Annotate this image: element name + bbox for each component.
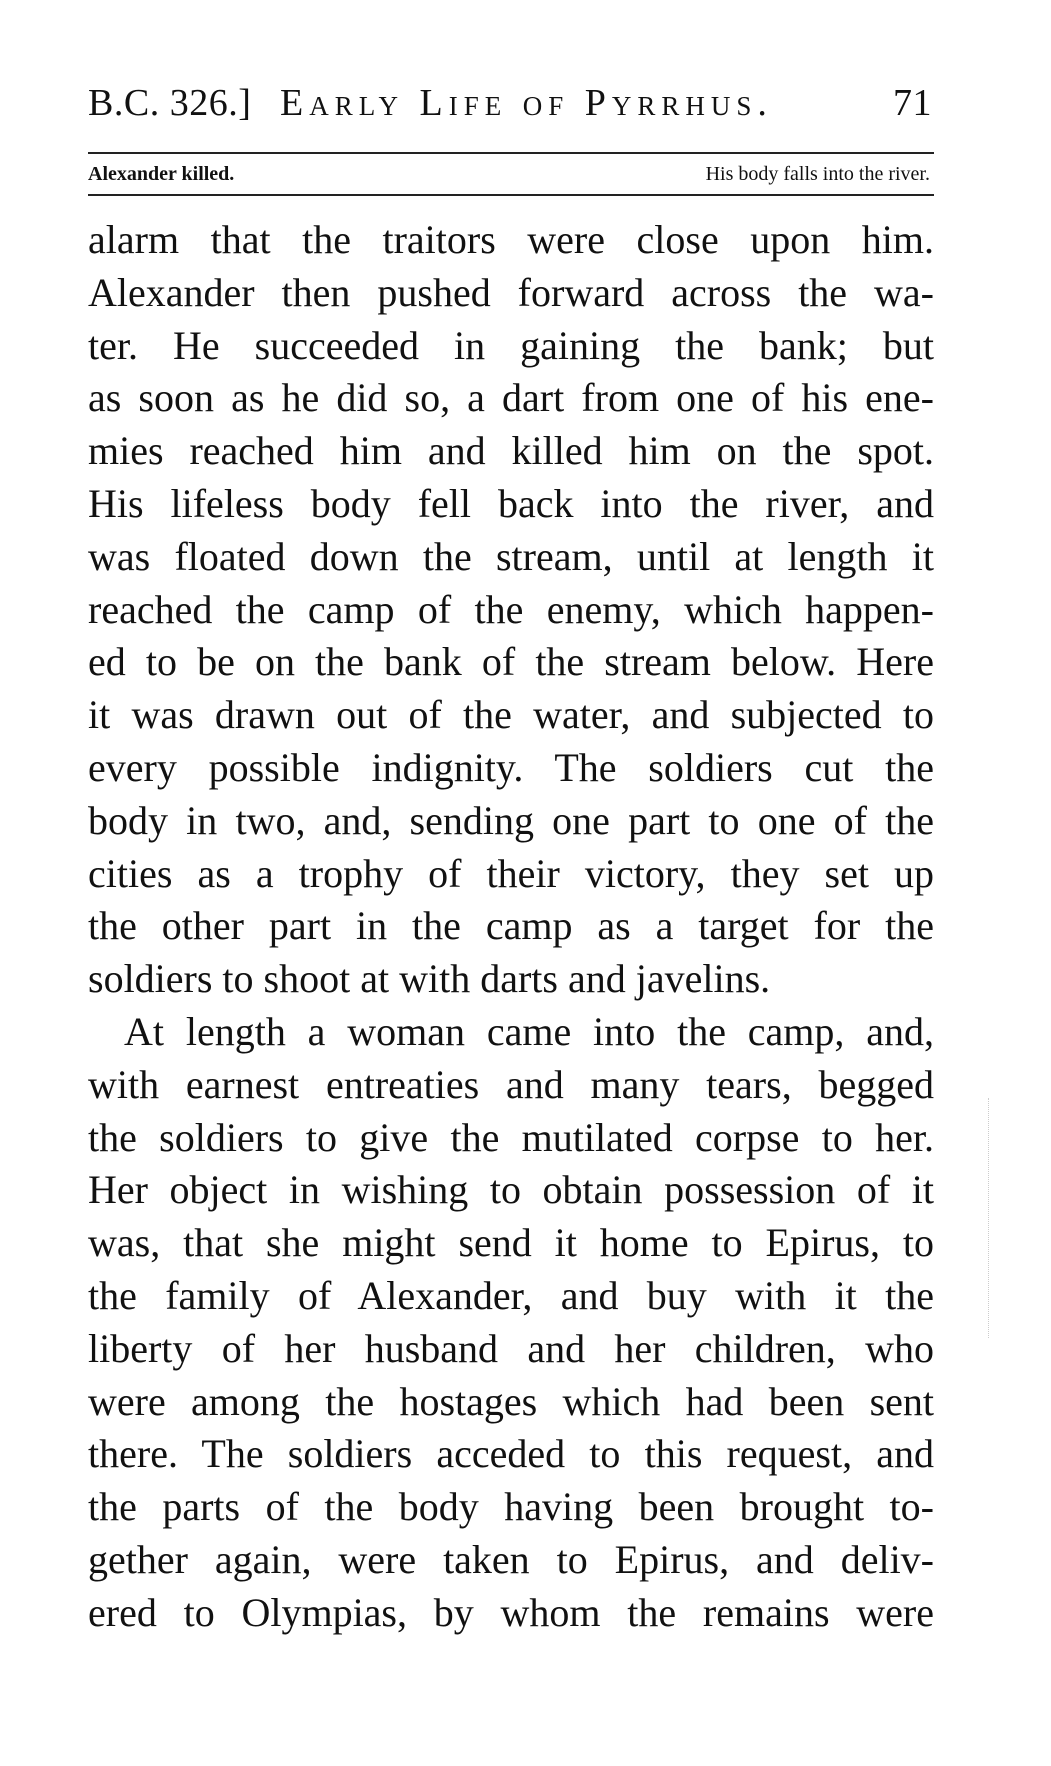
text-line: the family of Alexander, and buy with it the (88, 1272, 934, 1318)
text-line: gether again, were taken to Epirus, and deliv- (88, 1536, 934, 1582)
header-title: Early Life of Pyrrhus. (280, 82, 773, 124)
side-note-right: His body falls into the river. (705, 163, 930, 185)
text-line: reached the camp of the enemy, which happen- (88, 586, 934, 632)
text-line: was, that she might send it home to Epirus, to (88, 1220, 934, 1266)
text-line: ered to Olympias, by whom the remains were (88, 1589, 934, 1635)
text-line: body in two, and, sending one part to one of the (88, 797, 934, 843)
text-line: ed to be on the bank of the stream below. Here (88, 639, 934, 685)
book-page (88, 72, 934, 1640)
running-head (88, 72, 934, 134)
text-line: as soon as he did so, a dart from one of his ene- (88, 375, 934, 421)
page-number: 71 (893, 82, 932, 124)
text-line: it was drawn out of the water, and subjected to (88, 692, 934, 738)
text-line: ter. He succeeded in gaining the bank; but (88, 322, 934, 368)
side-note-left: Alexander killed. (88, 163, 235, 185)
text-line: mies reached him and killed him on the spot. (88, 428, 934, 474)
text-line: were among the hostages which had been sent (88, 1378, 934, 1424)
text-line: the other part in the camp as a target for the (88, 903, 934, 949)
text-line: there. The soldiers acceded to this request, and (88, 1431, 934, 1477)
text-line: alarm that the traitors were close upon him. (88, 217, 934, 262)
text-line: the soldiers to give the mutilated corpse to her. (88, 1114, 934, 1160)
text-line: At length a woman came into the camp, and, (124, 1008, 934, 1054)
text-line: was floated down the stream, until at length it (88, 533, 934, 579)
text-line: Her object in wishing to obtain possession of it (88, 1167, 934, 1213)
text-line: Alexander then pushed forward across the wa- (88, 269, 934, 315)
side-notes (88, 154, 934, 194)
paragraph-2 (88, 1006, 934, 1640)
text-line: His lifeless body fell back into the river, and (88, 480, 934, 526)
text-line: soldiers to shoot at with darts and javelins. (88, 956, 771, 1002)
scan-margin-artifact (988, 1098, 991, 1338)
header-rule-bottom (88, 194, 934, 196)
text-line: cities as a trophy of their victory, they set up (88, 850, 934, 896)
body-text (88, 214, 934, 1640)
text-line: with earnest entreaties and many tears, begged (88, 1061, 934, 1107)
header-date: B.C. 326.] (88, 82, 252, 124)
text-line: every possible indignity. The soldiers cut the (88, 744, 934, 790)
text-line: liberty of her husband and her children, who (88, 1325, 934, 1371)
paragraph-1 (88, 214, 934, 1006)
text-line: the parts of the body having been brought to- (88, 1484, 934, 1530)
